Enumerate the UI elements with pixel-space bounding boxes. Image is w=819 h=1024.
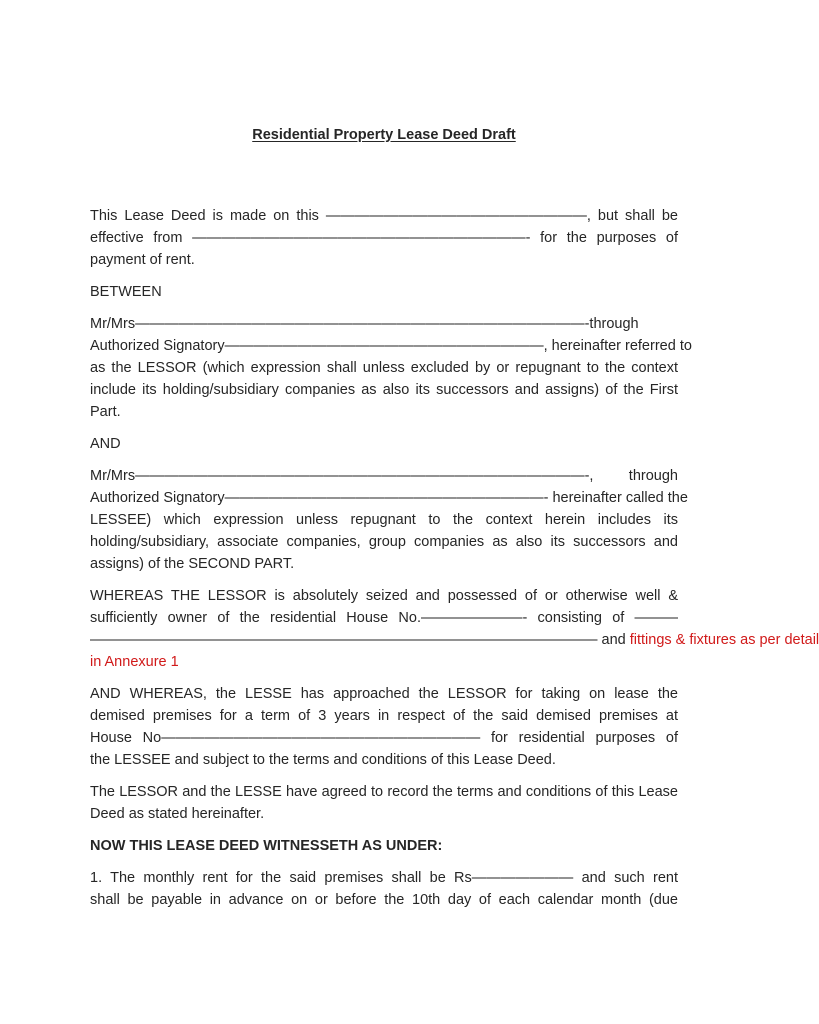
text-line — [90, 629, 819, 651]
heading-between: BETWEEN — [90, 284, 162, 300]
clause-1-rent — [90, 867, 678, 911]
text-line: AND WHEREAS, the LESSE has approached the LESSOR for taking on lease the — [90, 686, 678, 702]
paragraph-date-clause — [90, 205, 678, 271]
text-line: Authorized Signatory——————————————————————- hereinafter called the — [90, 490, 688, 506]
text-line: payment of rent. — [90, 252, 195, 268]
text-line: House No—————————————————————— for residential purposes of — [90, 730, 678, 746]
paragraph-whereas-lessor — [90, 585, 819, 673]
text-line: Authorized Signatory——————————————————————, hereinafter referred to — [90, 338, 692, 354]
annexure-reference-cont: in Annexure 1 — [90, 654, 179, 670]
text-line: sufficiently owner of the residential House No.———————- consisting of ——— — [90, 610, 678, 626]
text-line: This Lease Deed is made on this ——————————————————, but shall be — [90, 208, 678, 224]
text-line: WHEREAS THE LESSOR is absolutely seized and possessed of or otherwise well & — [90, 588, 678, 604]
paragraph-lessor — [90, 313, 692, 423]
text-block: as the LESSOR (which expression shall unless excluded by or repugnant to the context include its holding/subsidiary companies as also its successors and assigns) of the First Part. — [90, 360, 678, 420]
text-line: demised premises for a term of 3 years in respect of the said demised premises at — [90, 708, 678, 724]
paragraph-agreement: The LESSOR and the LESSE have agreed to record the terms and conditions of this Lease Deed as stated hereinafter. — [90, 784, 678, 822]
text-line: Mr/Mrs———————————————————————————————-, through — [90, 468, 678, 484]
heading-witnesseth: NOW THIS LEASE DEED WITNESSETH AS UNDER: — [90, 838, 443, 854]
text-line: Mr/Mrs———————————————————————————————-through — [90, 316, 639, 332]
text-line: shall be payable in advance on or before the 10th day of each calendar month (due — [90, 892, 678, 908]
text-line: the LESSEE and subject to the terms and conditions of this Lease Deed. — [90, 752, 556, 768]
document-title: Residential Property Lease Deed Draft — [252, 127, 516, 143]
annexure-reference: fittings & fixtures as per detail — [629, 632, 819, 648]
text-line: effective from ———————————————————————- for the purposes of — [90, 230, 678, 246]
heading-and: AND — [90, 436, 121, 452]
text-run: ——————————————————————————————————— and — [90, 632, 630, 648]
text-line: 1. The monthly rent for the said premises shall be Rs——————— and such rent — [90, 870, 678, 886]
document-body — [90, 205, 819, 921]
text-block: LESSEE) which expression unless repugnant to the context herein includes its holding/subsidiary, associate companies, group companies as also its successors and assigns) of the SECOND PART. — [90, 512, 678, 572]
paragraph-whereas-lessee — [90, 683, 678, 771]
paragraph-lessee — [90, 465, 688, 575]
